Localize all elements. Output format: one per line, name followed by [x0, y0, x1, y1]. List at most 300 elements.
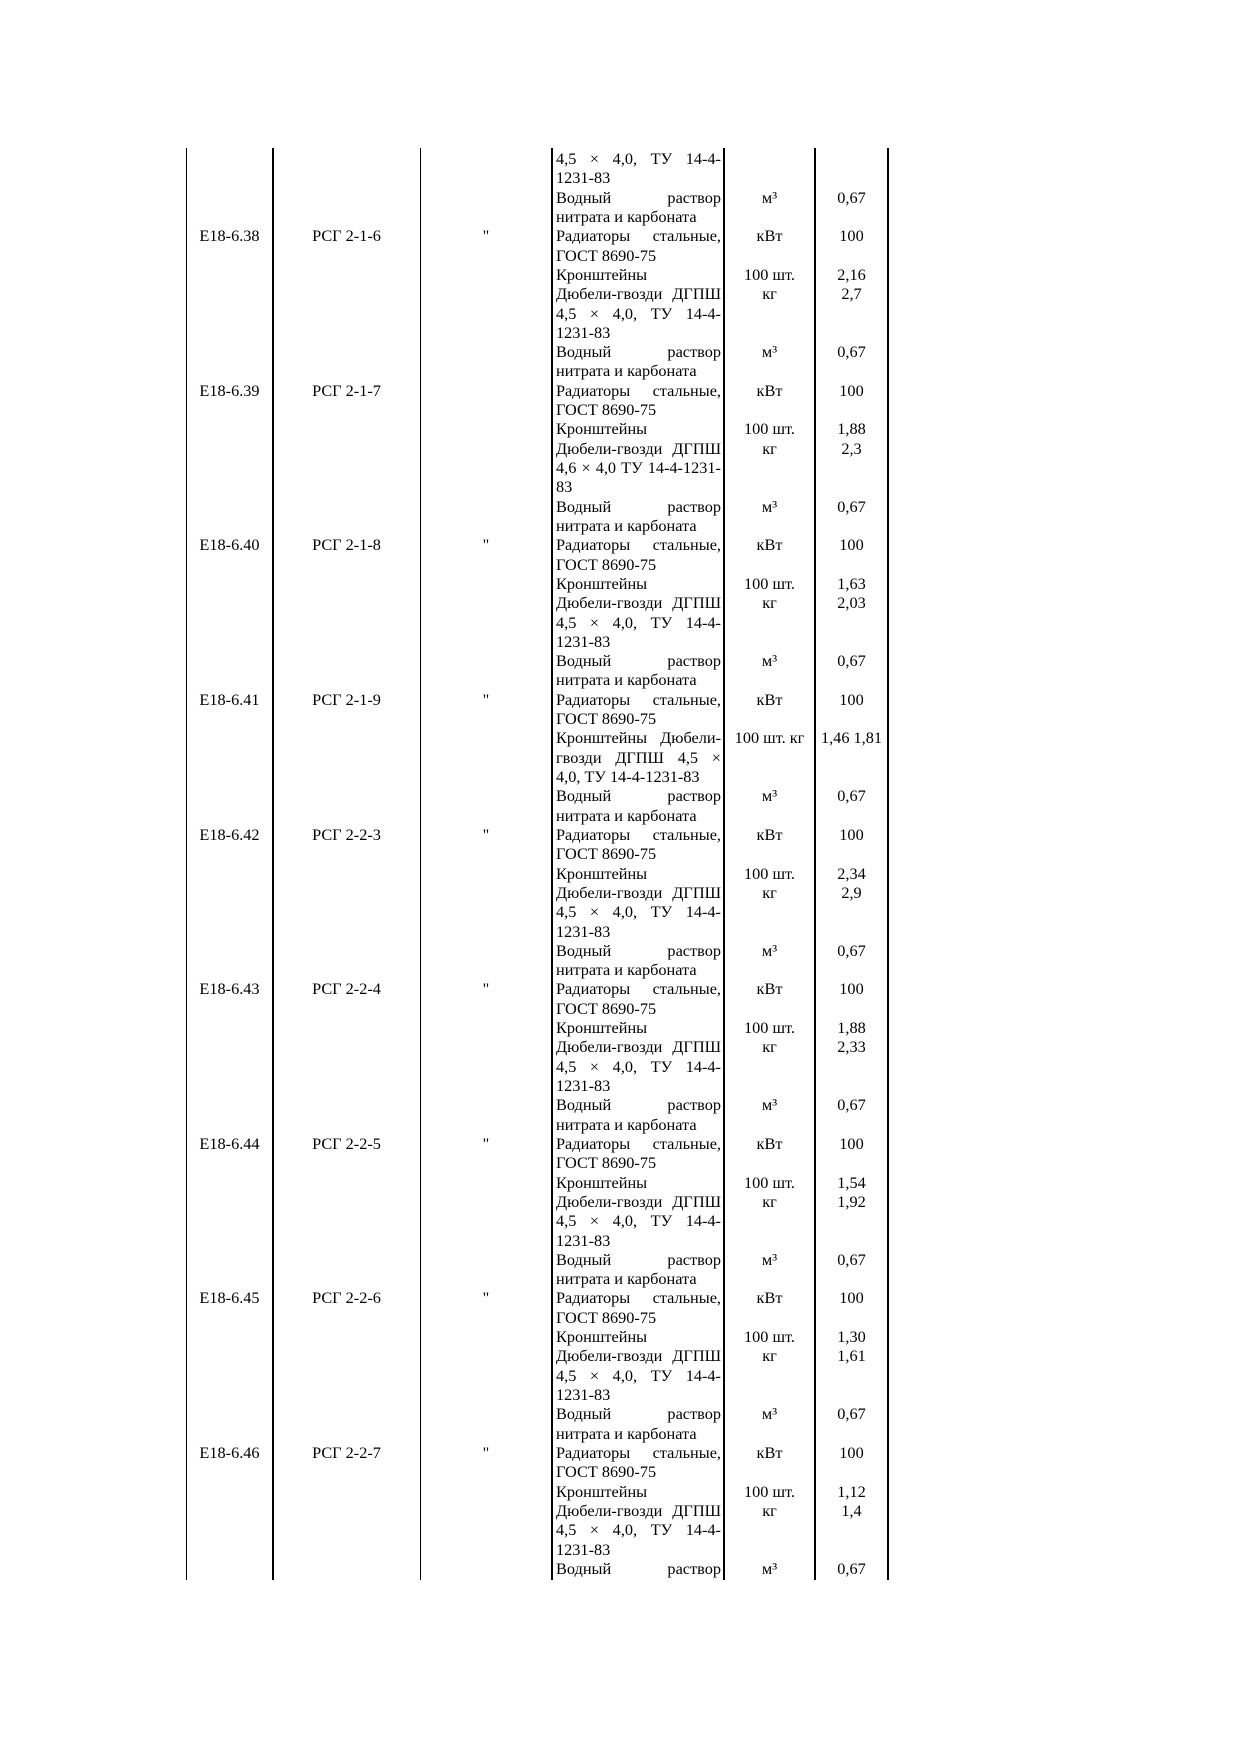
- material-entry: [552, 535, 888, 574]
- mark-cell: ": [482, 1133, 490, 1153]
- word: ДГПШ: [672, 284, 721, 304]
- material-entry: [552, 1250, 888, 1289]
- word: Дюбели-гвозди: [556, 284, 663, 304]
- word: ТУ: [650, 149, 673, 168]
- unit-cell: 100 шт.: [744, 1172, 795, 1192]
- word: раствор: [667, 786, 721, 806]
- material-name: [552, 864, 724, 883]
- word: 4,0,: [612, 303, 638, 323]
- word: ТУ: [650, 612, 673, 632]
- word: гвозди: [556, 747, 602, 767]
- word: Кронштейны: [556, 863, 648, 883]
- word: 14-4-1231-: [647, 458, 721, 477]
- word: раствор: [667, 1404, 721, 1424]
- quantity-cell: 1,4: [841, 1500, 862, 1520]
- word: ДГПШ: [672, 882, 721, 902]
- unit-cell: 100 шт.: [744, 573, 795, 593]
- word: 4,0,: [612, 902, 638, 922]
- material-name-line: [556, 786, 721, 805]
- material-name: [552, 1095, 724, 1134]
- word: ТУ: [650, 303, 673, 323]
- material-name-line: нитрата и карбоната: [556, 670, 697, 690]
- quantity-cell: 100: [839, 535, 864, 555]
- material-name: [552, 979, 724, 1018]
- material-name-line: [556, 1250, 721, 1269]
- code-cell: [186, 149, 273, 168]
- material-name-line: [556, 381, 721, 400]
- quantity-cell: 0,67: [837, 1249, 866, 1269]
- material-entry: [552, 941, 888, 980]
- code-cell: E18-6.40: [199, 535, 260, 555]
- material-name-line: [556, 864, 721, 883]
- quantity-cell: 2,3: [841, 438, 862, 458]
- word: 4,0: [595, 458, 617, 477]
- material-name-line: [556, 1443, 721, 1462]
- material-entry: [552, 1501, 888, 1559]
- code-cell: E18-6.41: [199, 689, 260, 709]
- material-entry: [552, 188, 888, 227]
- word: Кронштейны: [556, 728, 648, 748]
- word: стальные,: [652, 1288, 721, 1308]
- unit-cell: м³: [761, 1404, 778, 1424]
- material-name-line: [556, 979, 721, 998]
- unit-cell: кг: [762, 1037, 777, 1057]
- mark-cell: ": [482, 1288, 490, 1308]
- mark-cell: ": [482, 1442, 490, 1462]
- quantity-cell: 100: [839, 824, 864, 844]
- unit-cell: 100 шт.: [744, 1481, 795, 1501]
- material-name-line: ГОСТ 8690-75: [556, 554, 657, 574]
- word: Радиаторы: [556, 226, 631, 246]
- material-name-line: [556, 419, 721, 438]
- material-name-line: [556, 825, 721, 844]
- material-name-line: нитрата и карбоната: [556, 1114, 697, 1134]
- word: Радиаторы: [556, 1133, 631, 1153]
- material-name-line: 1231-83: [556, 1230, 611, 1250]
- material-entry: [552, 1443, 888, 1482]
- quantity-cell: 1,30: [837, 1327, 866, 1347]
- material-entry: [552, 728, 888, 786]
- material-name-line: [556, 574, 721, 593]
- material-name: [552, 497, 724, 536]
- norms-table: [186, 149, 888, 1578]
- material-name: [552, 342, 724, 381]
- quantity-cell: 2,9: [841, 882, 862, 902]
- materials-list: [552, 381, 888, 536]
- material-entry: [552, 593, 888, 651]
- unit-cell: м³: [761, 1249, 778, 1269]
- word: ТУ: [650, 1056, 673, 1076]
- quantity-cell: 1,61: [837, 1346, 866, 1366]
- word: ×: [589, 303, 600, 323]
- unit-cell: м³: [761, 940, 778, 960]
- materials-list: [552, 535, 888, 690]
- material-name: [552, 1288, 724, 1327]
- unit-cell: 100 шт.: [744, 863, 795, 883]
- material-entry: [552, 497, 888, 536]
- unit-cell: кг: [762, 284, 777, 304]
- quantity-cell: 0,67: [837, 342, 866, 362]
- reference-cell: РСГ 2-2-7: [312, 1442, 381, 1462]
- word: ДГПШ: [672, 1500, 721, 1520]
- word: ТУ: [650, 1365, 673, 1385]
- material-name-line: [556, 1501, 721, 1520]
- word: ×: [589, 612, 600, 632]
- quantity-cell: 2,33: [837, 1037, 866, 1057]
- material-entry: [552, 1327, 888, 1346]
- materials-list: [552, 1288, 888, 1443]
- material-name-line: [556, 1520, 721, 1539]
- material-name: [552, 883, 724, 941]
- unit-cell: 100 шт.: [744, 1327, 795, 1347]
- word: 4,5: [556, 1365, 577, 1385]
- material-name-line: [556, 1327, 721, 1346]
- material-name: [552, 786, 724, 825]
- word: 14-4-: [685, 1056, 721, 1076]
- material-name-line: [556, 1482, 721, 1501]
- material-name-line: нитрата и карбоната: [556, 515, 697, 535]
- word: 4,0,: [612, 612, 638, 632]
- word: раствор: [667, 187, 721, 207]
- word: стальные,: [652, 226, 721, 246]
- unit-cell: м³: [761, 651, 778, 671]
- material-entry: [552, 226, 888, 265]
- material-entry: [552, 574, 888, 593]
- material-entry: [552, 149, 888, 188]
- material-entry: [552, 342, 888, 381]
- unit-cell: 100 шт.: [744, 264, 795, 284]
- word: Дюбели-гвозди: [556, 882, 663, 902]
- material-name-line: 4,0, ТУ 14-4-1231-83: [556, 767, 700, 786]
- material-name-line: [556, 304, 721, 323]
- material-name-line: [556, 188, 721, 207]
- code-cell: E18-6.42: [199, 824, 260, 844]
- quantity-cell: 1,54: [837, 1172, 866, 1192]
- material-entry: [552, 690, 888, 729]
- quantity-cell: 100: [839, 1288, 864, 1308]
- word: Кронштейны: [556, 419, 648, 439]
- materials-list: [552, 226, 888, 381]
- quantity-cell: 100: [839, 1442, 864, 1462]
- material-name-line: 1231-83: [556, 921, 611, 941]
- word: ×: [589, 1211, 600, 1231]
- quantity-cell: 0,67: [837, 1095, 866, 1115]
- word: раствор: [667, 1095, 721, 1115]
- word: ДГПШ: [615, 747, 664, 767]
- word: 14-4-: [685, 612, 721, 632]
- word: 4,0,: [612, 1520, 638, 1540]
- material-name-line: [556, 284, 721, 303]
- material-entry: [552, 419, 888, 438]
- materials-list: [552, 979, 888, 1134]
- unit-cell: кг: [762, 1500, 777, 1520]
- unit-cell: [724, 149, 815, 168]
- word: 4,5: [556, 1056, 577, 1076]
- word: стальные,: [652, 380, 721, 400]
- material-name: [552, 188, 724, 227]
- material-entry: [552, 1559, 888, 1578]
- material-name-line: 1231-83: [556, 322, 611, 342]
- material-name: [552, 1346, 724, 1404]
- material-entry: [552, 1095, 888, 1134]
- quantity-cell: 2,03: [837, 593, 866, 613]
- material-name-line: [556, 613, 721, 632]
- word: Водный: [556, 342, 612, 362]
- materials-list: [552, 690, 888, 825]
- quantity-cell: 100: [839, 226, 864, 246]
- word: Водный: [556, 1095, 612, 1115]
- table-row: [186, 979, 888, 1134]
- word: ДГПШ: [672, 1037, 721, 1057]
- reference-cell: РСГ 2-2-3: [312, 824, 381, 844]
- code-cell: E18-6.46: [199, 1442, 260, 1462]
- word: ×: [711, 747, 721, 767]
- material-name: [552, 1327, 724, 1346]
- material-name-line: [556, 1366, 721, 1385]
- material-name-line: 1231-83: [556, 631, 611, 651]
- word: Дюбели-гвозди: [556, 438, 663, 458]
- reference-cell: РСГ 2-1-9: [312, 689, 381, 709]
- mark-cell: ": [482, 824, 490, 844]
- mark-cell: ": [482, 226, 490, 246]
- material-name: [552, 1037, 724, 1095]
- word: Радиаторы: [556, 1442, 631, 1462]
- material-name-line: [556, 593, 721, 612]
- quantity-cell: 0,67: [837, 496, 866, 516]
- word: ×: [589, 1365, 600, 1385]
- mark-cell: [420, 149, 552, 168]
- material-name-line: [556, 1346, 721, 1365]
- word: 14-4-: [685, 303, 721, 323]
- mark-cell: ": [482, 535, 490, 555]
- material-name-line: [556, 1018, 721, 1037]
- material-name-line: 83: [556, 477, 573, 497]
- material-entry: [552, 439, 888, 497]
- word: ТУ: [650, 902, 673, 922]
- word: 14-4-: [685, 1520, 721, 1540]
- material-name-line: 1231-83: [556, 168, 611, 188]
- word: 4,0,: [612, 1365, 638, 1385]
- material-name-line: нитрата и карбоната: [556, 206, 697, 226]
- word: раствор: [667, 496, 721, 516]
- unit-cell: кВт: [756, 824, 783, 844]
- reference-cell: РСГ 2-2-6: [312, 1288, 381, 1308]
- word: 4,5: [677, 747, 699, 767]
- word: Кронштейны: [556, 573, 648, 593]
- quantity-cell: 0,67: [837, 1404, 866, 1424]
- word: ДГПШ: [672, 1191, 721, 1211]
- material-name: [552, 690, 724, 729]
- reference-cell: РСГ 2-1-8: [312, 535, 381, 555]
- quantity-cell: 0,67: [837, 187, 866, 207]
- material-name-line: [556, 265, 721, 284]
- word: 14-4-: [685, 1365, 721, 1385]
- material-entry: [552, 381, 888, 420]
- material-name-line: [556, 883, 721, 902]
- unit-cell: кВт: [756, 1133, 783, 1153]
- word: раствор: [667, 940, 721, 960]
- material-entry: [552, 651, 888, 690]
- word: 4,5: [556, 149, 577, 168]
- table-row: [186, 535, 888, 690]
- word: 4,0,: [612, 1056, 638, 1076]
- material-name: [552, 941, 724, 980]
- mark-cell: ": [482, 979, 490, 999]
- mark-cell: [420, 381, 552, 400]
- unit-cell: 100 шт.: [744, 1018, 795, 1038]
- word: стальные,: [652, 535, 721, 555]
- word: 4,5: [556, 1211, 577, 1231]
- material-name: [552, 1559, 724, 1578]
- unit-cell: кВт: [756, 1442, 783, 1462]
- material-name: [552, 574, 724, 593]
- word: ×: [589, 1520, 600, 1540]
- word: раствор: [667, 1249, 721, 1269]
- material-entry: [552, 1192, 888, 1250]
- material-name-line: [556, 458, 721, 477]
- material-entry: [552, 864, 888, 883]
- word: стальные,: [652, 689, 721, 709]
- material-name-line: [556, 1288, 721, 1307]
- word: 4,0,: [612, 149, 638, 168]
- material-name-line: [556, 342, 721, 361]
- quantity-cell: 1,92: [837, 1191, 866, 1211]
- material-name: [552, 593, 724, 651]
- word: Радиаторы: [556, 380, 631, 400]
- word: ×: [581, 458, 591, 477]
- material-entry: [552, 284, 888, 342]
- word: Водный: [556, 1558, 612, 1578]
- quantity-cell: 1,46 1,81: [820, 728, 883, 748]
- material-name-line: ГОСТ 8690-75: [556, 709, 657, 729]
- material-entry: [552, 979, 888, 1018]
- unit-cell: м³: [761, 496, 778, 516]
- material-name: [552, 149, 724, 188]
- word: Водный: [556, 651, 612, 671]
- word: стальные,: [652, 979, 721, 999]
- material-name: [552, 1404, 724, 1443]
- material-name: [552, 284, 724, 342]
- word: Радиаторы: [556, 689, 631, 709]
- material-name-line: [556, 226, 721, 245]
- word: Дюбели-гвозди: [556, 1346, 663, 1366]
- unit-cell: кВт: [756, 380, 783, 400]
- material-name-line: [556, 1095, 721, 1114]
- table-row: [186, 1443, 888, 1578]
- material-entry: [552, 1346, 888, 1404]
- word: 4,5: [556, 612, 577, 632]
- word: ×: [589, 902, 600, 922]
- materials-list: [552, 825, 888, 980]
- word: Кронштейны: [556, 1327, 648, 1347]
- word: 4,6: [556, 458, 577, 477]
- material-entry: [552, 786, 888, 825]
- unit-cell: м³: [761, 187, 778, 207]
- word: ×: [589, 149, 600, 168]
- word: 4,5: [556, 303, 577, 323]
- material-name: [552, 1173, 724, 1192]
- material-name: [552, 1134, 724, 1173]
- quantity-cell: 100: [839, 1133, 864, 1153]
- material-name-line: ГОСТ 8690-75: [556, 1307, 657, 1327]
- material-name-line: ГОСТ 8690-75: [556, 1153, 657, 1173]
- code-cell: E18-6.43: [199, 979, 260, 999]
- material-name-line: ГОСТ 8690-75: [556, 400, 657, 420]
- material-name: [552, 1443, 724, 1482]
- material-entry: [552, 1037, 888, 1095]
- material-name-line: [556, 1211, 721, 1230]
- word: раствор: [667, 651, 721, 671]
- quantity-cell: 100: [839, 979, 864, 999]
- word: ТУ: [621, 458, 643, 477]
- word: Кронштейны: [556, 264, 648, 284]
- unit-cell: кВт: [756, 979, 783, 999]
- reference-cell: РСГ 2-1-6: [312, 226, 381, 246]
- material-name-line: [556, 728, 721, 747]
- word: 4,5: [556, 1520, 577, 1540]
- unit-cell: 100 шт.: [744, 419, 795, 439]
- quantity-cell: 1,88: [837, 1018, 866, 1038]
- unit-cell: кг: [762, 1346, 777, 1366]
- word: ДГПШ: [672, 438, 721, 458]
- word: Дюбели-гвозди: [556, 1037, 663, 1057]
- word: Водный: [556, 1249, 612, 1269]
- material-name-line: [556, 748, 721, 767]
- word: стальные,: [652, 824, 721, 844]
- unit-cell: кВт: [756, 535, 783, 555]
- material-name: [552, 226, 724, 265]
- material-name-line: 1231-83: [556, 1385, 611, 1404]
- word: 14-4-: [685, 902, 721, 922]
- material-entry: [552, 1482, 888, 1501]
- word: ТУ: [650, 1520, 673, 1540]
- unit-cell: м³: [761, 1095, 778, 1115]
- material-name-line: [556, 1559, 721, 1578]
- material-entry: [552, 265, 888, 284]
- material-name-line: [556, 690, 721, 709]
- table-row: [186, 381, 888, 536]
- material-name-line: [556, 1037, 721, 1056]
- unit-cell: м³: [761, 786, 778, 806]
- word: Радиаторы: [556, 824, 631, 844]
- word: Радиаторы: [556, 535, 631, 555]
- material-name: [552, 381, 724, 420]
- table-row: [186, 690, 888, 825]
- quantity-cell: 1,63: [837, 573, 866, 593]
- word: ×: [589, 1056, 600, 1076]
- material-entry: [552, 883, 888, 941]
- word: раствор: [667, 1558, 721, 1578]
- material-name-line: 1231-83: [556, 1076, 611, 1095]
- material-entry: [552, 825, 888, 864]
- quantity-cell: 0,67: [837, 1558, 866, 1578]
- word: Водный: [556, 187, 612, 207]
- material-name: [552, 439, 724, 497]
- quantity-cell: 0,67: [837, 786, 866, 806]
- material-name-line: нитрата и карбоната: [556, 805, 697, 825]
- material-name-line: [556, 439, 721, 458]
- material-name-line: ГОСТ 8690-75: [556, 245, 657, 265]
- material-name-line: нитрата и карбоната: [556, 361, 697, 381]
- word: Водный: [556, 786, 612, 806]
- material-name-line: [556, 651, 721, 670]
- unit-cell: кВт: [756, 1288, 783, 1308]
- material-name-line: нитрата и карбоната: [556, 1423, 697, 1443]
- material-name-line: ГОСТ 8690-75: [556, 1462, 657, 1482]
- code-cell: E18-6.44: [199, 1133, 260, 1153]
- table-row: [186, 825, 888, 980]
- material-name-line: [556, 535, 721, 554]
